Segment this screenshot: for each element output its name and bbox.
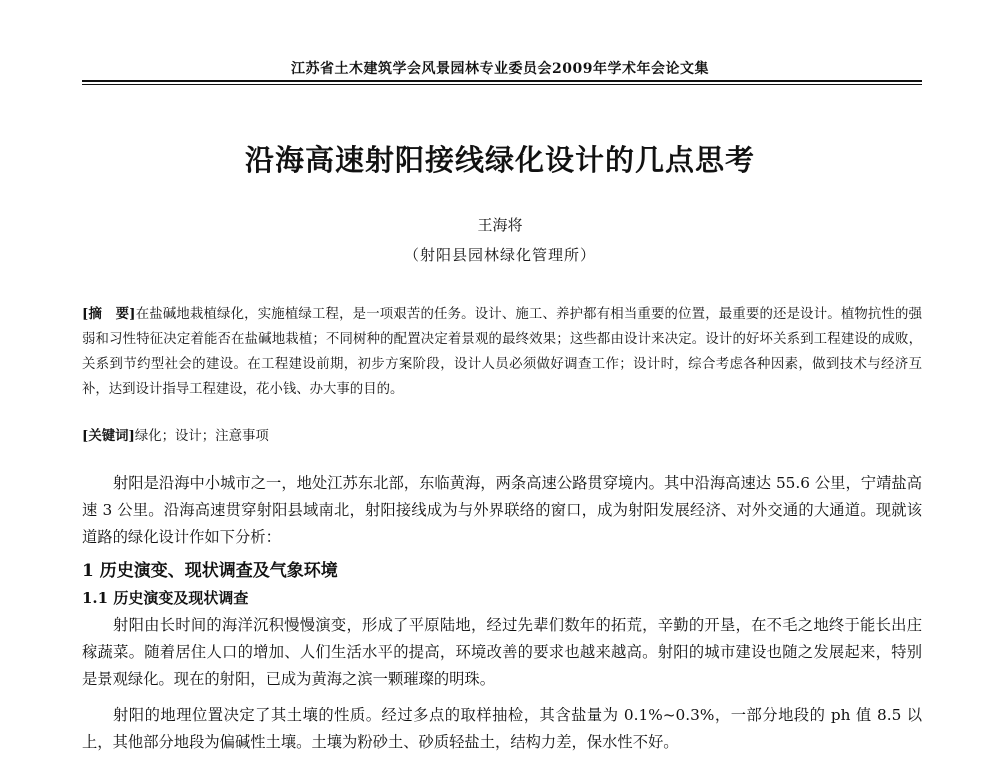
paper-title: 沿海高速射阳接线绿化设计的几点思考 (244, 143, 755, 177)
header-rule (82, 80, 922, 82)
abstract-label: [摘 要] (82, 306, 136, 322)
header-rule-thin (82, 84, 922, 85)
soil-paragraph: 射阳的地理位置决定了其土壤的性质。经过多点的取样抽检，其含盐量为 0.1%~0.3%，一部分地段的 ph 值 8.5 以上，其他部分地段为偏碱性土壤。土壤为粉砂土、砂质轻盐土，结构力差，保水性不好。 (82, 706, 922, 751)
history-paragraph: 射阳由长时间的海洋沉积慢慢演变，形成了平原陆地，经过先辈们数年的拓荒，辛勤的开垦，在不毛之地终于能长出庄稼蔬菜。随着居住人口的增加、人们生活水平的提高，环境改善的要求也越来越高。射阳的城市建设也随之发展起来，特别是景观绿化。现在的射阳，已成为黄海之滨一颗璀璨的明珠。 (82, 616, 922, 688)
abstract-text: 在盐碱地栽植绿化，实施植绿工程，是一项艰苦的任务。设计、施工、养护都有相当重要的位置，最重要的还是设计。植物抗性的强弱和习性特征决定着能否在盐碱地栽植；不同树种的配置决定着景观的最终效果；这些都由设计来决定。设计的好坏关系到工程建设的成败，关系到节约型社会的建设。在工程建设前期，初步方案阶段，设计人员必须做好调查工作；设计时，综合考虑各种因素，做到技术与经济互补，达到设计指导工程建设，花小钱、办大事的目的。 (82, 307, 923, 397)
subsection-heading-1-1: 1.1 历史演变及现状调查 (82, 589, 249, 607)
section-heading-1: 1 历史演变、现状调查及气象环境 (82, 561, 338, 581)
keywords-label: [关键词] (82, 428, 135, 444)
intro-paragraph: 射阳是沿海中小城市之一，地处江苏东北部，东临黄海，两条高速公路贯穿境内。其中沿海高速达 55.6 公里，宁靖盐高速 3 公里。沿海高速贯穿射阳县域南北，射阳接线成为与外界联络的窗口，成为射阳发展经济、对外交通的大通道。现就该道路的绿化设计作如下分析： (82, 474, 922, 546)
abstract (82, 302, 922, 402)
keywords (82, 424, 922, 449)
running-header: 江苏省土木建筑学会风景园林专业委员会2009年学术年会论文集 (291, 61, 709, 77)
keywords-text: 绿化；设计；注意事项 (134, 429, 269, 444)
author-affiliation: （射阳县园林绿化管理所） (403, 246, 596, 264)
author-name: 王海将 (477, 216, 523, 234)
